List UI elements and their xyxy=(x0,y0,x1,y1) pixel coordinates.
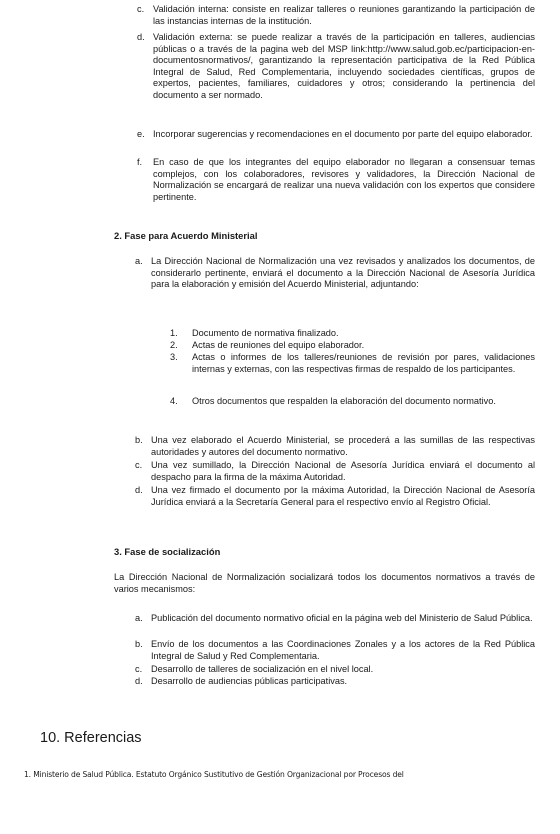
list-item xyxy=(135,485,535,508)
list-item xyxy=(135,613,535,625)
list-item xyxy=(135,460,535,483)
list-item xyxy=(135,256,535,291)
list-item xyxy=(135,435,535,458)
list-item xyxy=(135,639,535,662)
list-item-text: La Dirección Nacional de Normalización una vez revisados y analizados los documentos, de considerarlo pertinente, enviará el documento a la Dirección Nacional de Asesoría Jurídica para la elaboración y emisión del Acuerdo Ministerial, adjuntando: xyxy=(151,256,535,290)
reference-item: 1. Ministerio de Salud Pública. Estatuto Orgánico Sustitutivo de Gestión Organizacional por Procesos del xyxy=(24,770,404,779)
paragraph: La Dirección Nacional de Normalización socializará todos los documentos normativos a través de varios mecanismos: xyxy=(114,572,535,594)
list-marker: c. xyxy=(137,4,145,14)
list-item-text: Envío de los documentos a las Coordinaciones Zonales y a los actores de la Red Pública Integral de Salud y Red Complementaria. xyxy=(151,639,535,661)
list-marker: a. xyxy=(135,256,143,266)
list-item xyxy=(137,4,535,27)
list-item-text: Una vez firmado el documento por la máxima Autoridad, la Dirección Nacional de Asesoría Jurídica enviará a la Secretaría General para el respectivo envío al Registro Oficial. xyxy=(151,485,535,507)
list-item-text: Actas de reuniones del equipo elaborador. xyxy=(192,340,365,350)
list-marker: d. xyxy=(137,32,145,42)
list-item-text: Una vez sumillado, la Dirección Nacional de Asesoría Jurídica enviará el documento al despacho para la firma de la máxima Autoridad. xyxy=(151,460,535,482)
list-item-text: Una vez elaborado el Acuerdo Ministerial, se procederá a las sumillas de las respectivas autoridades y autores del documento normativo. xyxy=(151,435,535,457)
sub-list-item xyxy=(170,352,535,375)
list-marker: d. xyxy=(135,485,143,495)
list-item-text: Publicación del documento normativo oficial en la página web del Ministerio de Salud Pública. xyxy=(151,613,533,623)
list-marker: e. xyxy=(137,129,145,139)
list-marker: f. xyxy=(137,157,143,167)
list-marker: a. xyxy=(135,613,143,623)
list-marker: b. xyxy=(135,435,143,445)
sub-list-item xyxy=(170,340,535,352)
list-item-text: Desarrollo de audiencias públicas participativas. xyxy=(151,676,348,686)
list-item xyxy=(137,32,535,102)
list-marker: 4. xyxy=(170,396,178,406)
list-marker: d. xyxy=(135,676,143,686)
list-item xyxy=(137,129,535,141)
list-item-text: Desarrollo de talleres de socialización en el nivel local. xyxy=(151,664,374,674)
list-marker: 3. xyxy=(170,352,178,362)
sub-list-item xyxy=(170,328,535,340)
list-marker: c. xyxy=(135,664,143,674)
list-item xyxy=(135,664,535,676)
list-item xyxy=(135,676,535,688)
list-marker: b. xyxy=(135,639,143,649)
list-item-text: En caso de que los integrantes del equipo elaborador no llegaran a consensuar temas complejos, con los colaboradores, revisores y validadores, la Dirección Nacional de Normalización se encargará de realizar una nueva validación con los expertos que considere pertinente. xyxy=(153,157,535,202)
list-marker: 1. xyxy=(170,328,178,338)
list-marker: 2. xyxy=(170,340,178,350)
list-item-text: Documento de normativa finalizado. xyxy=(192,328,339,338)
list-item-text: Actas o informes de los talleres/reuniones de revisión por pares, validaciones internas y externas, con las respectivas firmas de respaldo de los participantes. xyxy=(192,352,535,374)
list-item-text: Validación interna: consiste en realizar talleres o reuniones garantizando la participación de las instancias internas de la institución. xyxy=(153,4,535,26)
list-item-text: Incorporar sugerencias y recomendaciones en el documento por parte del equipo elaborador. xyxy=(153,129,533,139)
list-item-text: Validación externa: se puede realizar a través de la participación en talleres, audiencias públicas o a través de la pagina web del MSP link:http://www.salud.gob.ec/participacion-en-documentosnormativos/, garantizando la representación participativa de la Red Pública Integral de Salud, Red Complementaria, incluyendo sociedades científicas, grupos de expertos, pacientes, familiares, cuidadores y otros; considerando la pertinencia del documento a ser normado. xyxy=(153,32,535,100)
sub-list-item xyxy=(170,396,535,408)
section-heading: 2. Fase para Acuerdo Ministerial xyxy=(114,230,258,241)
references-heading: 10. Referencias xyxy=(40,730,142,746)
list-item xyxy=(137,157,535,203)
list-item-text: Otros documentos que respalden la elaboración del documento normativo. xyxy=(192,396,496,406)
list-marker: c. xyxy=(135,460,143,470)
section-heading: 3. Fase de socialización xyxy=(114,546,221,557)
